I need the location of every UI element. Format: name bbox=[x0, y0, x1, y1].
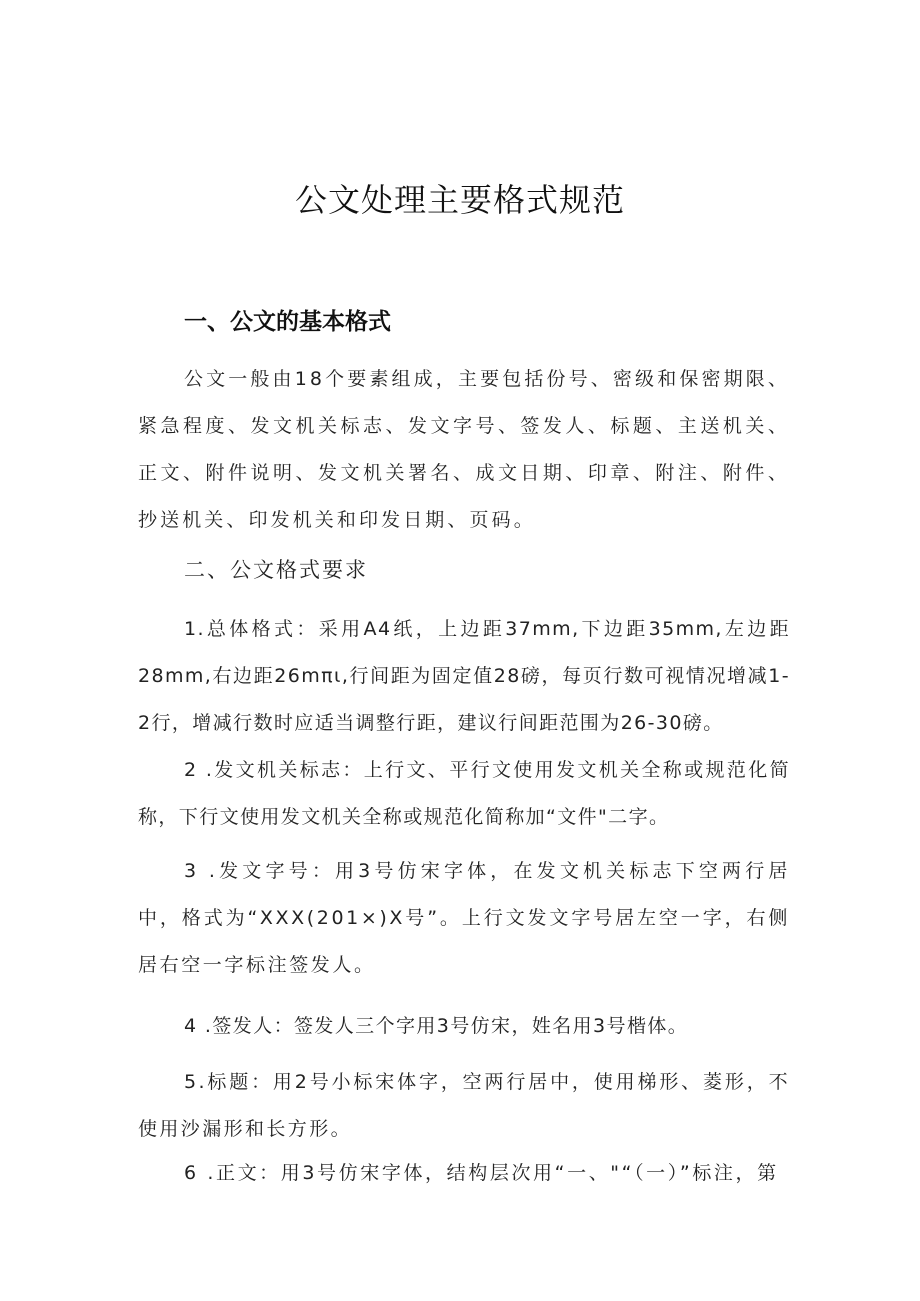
section-1-heading: 一、公文的基本格式 bbox=[184, 309, 391, 335]
item-1-general-format: 1.总体格式：采用A4纸，上边距37mm,下边距35mm,左边距28mm,右边距26mπι,行间距为固定值28磅，每页行数可视情况增减1-2行，增减行数时应适当调整行距，建议行间距范围为26-30磅。 bbox=[138, 618, 790, 734]
item-6-body-text: 6 .正文：用3号仿宋字体，结构层次用“一、"“（一）”标注，第 bbox=[184, 1162, 779, 1184]
document-title: 公文处理主要格式规范 bbox=[294, 181, 625, 219]
item-4-signer: 4 .签发人：签发人三个字用3号仿宋，姓名用3号楷体。 bbox=[184, 1015, 689, 1037]
item-3-document-number: 3 .发文字号：用3号仿宋字体，在发文机关标志下空两行居中，格式为“XXX(201×)X号”。上行文发文字号居左空一字，右侧居右空一字标注签发人。 bbox=[138, 860, 790, 976]
item-2-issuing-agency-mark: 2 .发文机关标志：上行文、平行文使用发文机关全称或规范化简称，下行文使用发文机关全称或规范化简称加“文件"二字。 bbox=[138, 759, 790, 828]
item-5-title: 5.标题：用2号小标宋体字，空两行居中，使用梯形、菱形，不使用沙漏形和长方形。 bbox=[138, 1071, 790, 1140]
section-1-paragraph: 公文一般由18个要素组成，主要包括份号、密级和保密期限、紧急程度、发文机关标志、发文字号、签发人、标题、主送机关、正文、附件说明、发文机关署名、成文日期、印章、附注、附件、抄送机关、印发机关和印发日期、页码。 bbox=[138, 368, 790, 531]
section-2-heading: 二、公文格式要求 bbox=[184, 558, 368, 582]
